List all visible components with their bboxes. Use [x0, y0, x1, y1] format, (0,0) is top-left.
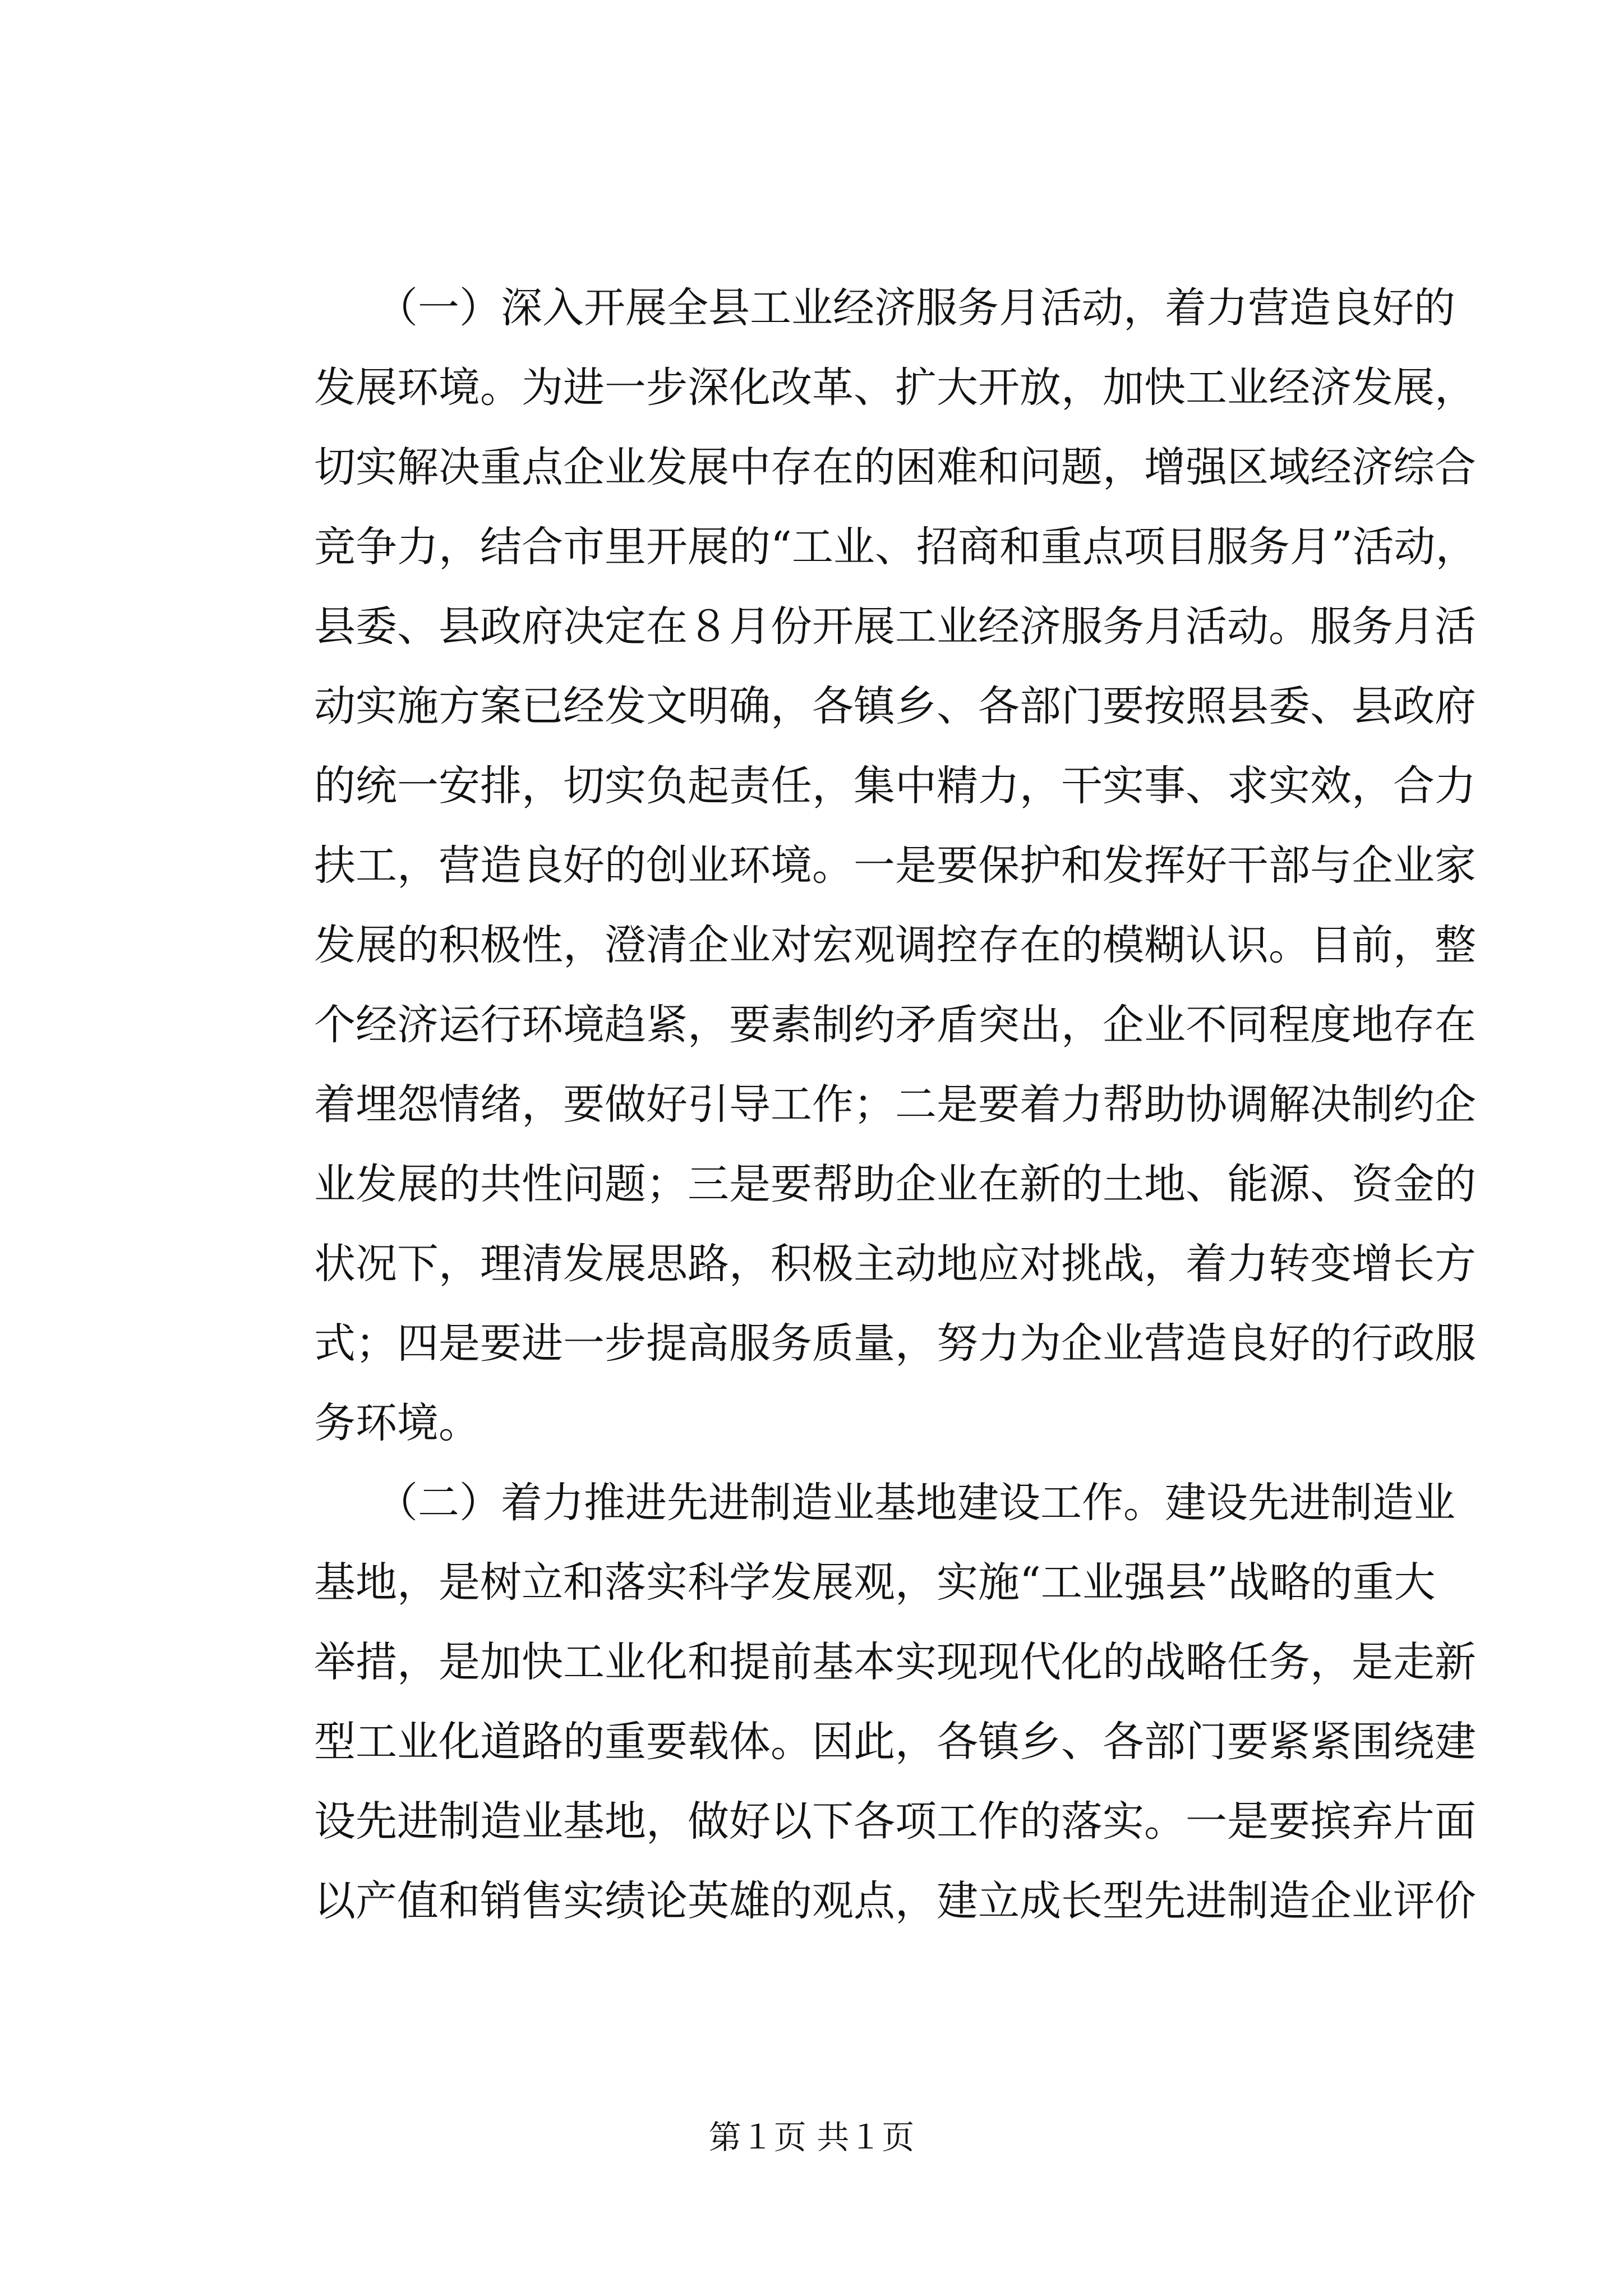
text-line-21: 以产值和销售实绩论英雄的观点，建立成长型先进制造企业评价 — [314, 1877, 1476, 1925]
body-text — [314, 268, 1477, 1941]
text-line-10: 个经济运行环境趋紧，要素制约矛盾突出，企业不同程度地存在 — [314, 1001, 1476, 1049]
text-line-11: 着埋怨情绪，要做好引导工作；二是要着力帮助协调解决制约企 — [314, 1080, 1476, 1129]
text-line-12: 业发展的共性问题；三是要帮助企业在新的土地、能源、资金的 — [314, 1160, 1476, 1208]
text-line-17: 基地，是树立和落实科学发展观，实施“工业强县”战略的重大 — [314, 1558, 1436, 1607]
text-line-18: 举措，是加快工业化和提前基本实现现代化的战略任务，是走新 — [314, 1638, 1476, 1686]
text-line-2: 发展环境。为进一步深化改革、扩大开放，加快工业经济发展， — [314, 364, 1476, 412]
text-line-20: 设先进制造业基地，做好以下各项工作的落实。一是要摈弃片面 — [314, 1797, 1476, 1846]
text-line-9: 发展的积极性，澄清企业对宏观调控存在的模糊认识。目前，整 — [314, 921, 1476, 969]
page-number-footer: 第１页 共１页 — [708, 2118, 915, 2156]
text-line-7: 的统一安排，切实负起责任，集中精力，干实事、求实效，合力 — [314, 762, 1476, 810]
text-line-4: 竞争力，结合市里开展的“工业、招商和重点项目服务月”活动， — [314, 523, 1477, 571]
text-line-5: 县委、县政府决定在８月份开展工业经济服务月活动。服务月活 — [314, 602, 1476, 651]
text-line-15: 务环境。 — [314, 1399, 480, 1447]
text-line-14: 式；四是要进一步提高服务质量，努力为企业营造良好的行政服 — [314, 1319, 1476, 1368]
text-line-13: 状况下，理清发展思路，积极主动地应对挑战，着力转变增长方 — [314, 1240, 1476, 1288]
text-line-1: （一）深入开展全县工业经济服务月活动，着力营造良好的 — [314, 284, 1455, 332]
text-line-19: 型工业化道路的重要载体。因此，各镇乡、各部门要紧紧围绕建 — [314, 1718, 1476, 1766]
text-line-16: （二）着力推进先进制造业基地建设工作。建设先进制造业 — [314, 1479, 1455, 1527]
text-line-6: 动实施方案已经发文明确，各镇乡、各部门要按照县委、县政府 — [314, 682, 1476, 730]
text-line-3: 切实解决重点企业发展中存在的困难和问题，增强区域经济综合 — [314, 443, 1476, 491]
text-line-8: 扶工，营造良好的创业环境。一是要保护和发挥好干部与企业家 — [314, 841, 1476, 890]
